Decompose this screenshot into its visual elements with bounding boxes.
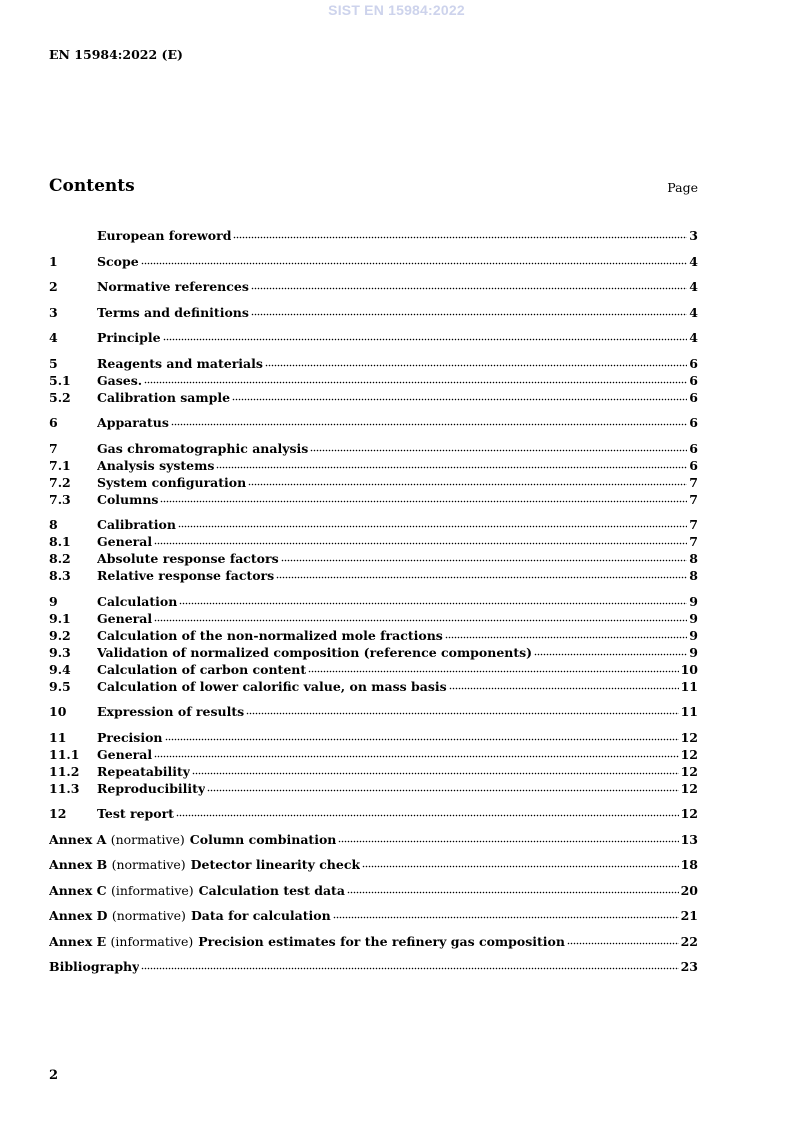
toc-dot-leader: [192, 762, 679, 776]
annex-label: Annex A: [49, 831, 107, 847]
toc-entry[interactable]: [49, 277, 698, 294]
toc-entry-title: Calibration sample: [97, 389, 231, 405]
toc-entry-number: 11.1: [49, 746, 80, 762]
toc-entry-page: 6: [689, 440, 698, 456]
toc-entry-page: 12: [680, 729, 698, 745]
toc-dot-leader: [333, 906, 679, 920]
toc-entry-title: General: [97, 534, 153, 549]
toc-entry-page: 22: [680, 933, 698, 949]
toc-entry-title: Reagents and materials: [97, 355, 263, 371]
toc-dot-leader: [141, 957, 678, 971]
toc-entry-title: Relative response factors: [97, 568, 275, 583]
annex-label: Annex E: [49, 933, 107, 949]
toc-entry[interactable]: [49, 303, 698, 320]
toc-entry[interactable]: [49, 515, 698, 532]
toc-dot-leader: [338, 830, 678, 844]
toc-dot-leader: [163, 328, 688, 342]
toc-entry-title: Calculation of carbon content: [97, 661, 307, 677]
toc-entry-page: 6: [689, 355, 698, 371]
toc-entry-number: 9.4: [49, 661, 71, 677]
toc-dot-leader: [165, 728, 679, 742]
toc-dot-leader: [276, 566, 687, 580]
toc-entry-title: Absolute response factors: [97, 551, 279, 566]
annex-type: (informative): [110, 882, 194, 898]
toc-entry-page: 11: [680, 704, 698, 719]
toc-entry-title: Calculation of the non-normalized mole fractions: [97, 627, 443, 643]
toc-annex-entry[interactable]: [49, 855, 698, 872]
toc-dot-leader: [449, 677, 679, 691]
toc-dot-leader: [251, 303, 687, 317]
toc-entry-page: 6: [689, 457, 698, 473]
toc-entry[interactable]: [49, 643, 698, 660]
toc-dot-leader: [233, 226, 687, 240]
toc-entry-page: 3: [689, 228, 698, 243]
toc-annex-heading: [49, 908, 331, 923]
toc-entry-title: Precision: [97, 729, 163, 745]
toc-entry-number: 11: [49, 729, 67, 745]
toc-dot-leader: [179, 592, 687, 606]
toc-dot-leader: [154, 609, 687, 623]
annex-type: (normative): [111, 908, 186, 923]
toc-entry[interactable]: [49, 473, 698, 490]
annex-title: Detector linearity check: [190, 857, 361, 872]
toc-entry-page: 9: [689, 593, 698, 609]
toc-entry-number: 1: [49, 253, 58, 269]
toc-annex-heading: [49, 883, 345, 898]
toc-entry-title: Principle: [97, 330, 161, 345]
toc-entry-page: 4: [689, 253, 698, 269]
toc-entry[interactable]: [49, 677, 698, 694]
toc-entry-number: 7: [49, 440, 58, 456]
toc-entry-number: 4: [49, 330, 58, 345]
toc-entry[interactable]: [49, 439, 698, 456]
page-column-label: Page: [667, 180, 698, 195]
toc-annex-entry[interactable]: [49, 906, 698, 923]
toc-entry-title: Columns: [97, 491, 159, 507]
toc-entry-page: 4: [689, 304, 698, 320]
toc-entry-page: 12: [680, 763, 698, 779]
annex-type: (normative): [111, 857, 186, 872]
toc-entry-number: 9.5: [49, 678, 71, 694]
toc-entry-page: 23: [680, 959, 698, 974]
toc-entry-title: Test report: [97, 806, 174, 821]
toc-entry-page: 20: [680, 882, 698, 898]
toc-entry[interactable]: [49, 549, 698, 566]
toc-dot-leader: [308, 660, 678, 674]
annex-title: Precision estimates for the refinery gas composition: [198, 933, 565, 949]
toc-dot-leader: [362, 855, 678, 869]
toc-entry-title: General: [97, 746, 153, 762]
toc-entry-page: 9: [689, 610, 698, 626]
toc-entry[interactable]: [49, 490, 698, 507]
toc-bibliography-entry[interactable]: [49, 957, 698, 974]
toc-entry-title: Analysis systems: [97, 457, 215, 473]
toc-entry-number: 6: [49, 415, 58, 430]
toc-dot-leader: [171, 413, 687, 427]
annex-title: Calculation test data: [198, 882, 345, 898]
toc-entry[interactable]: [49, 388, 698, 405]
toc-entry-title: Bibliography: [49, 959, 140, 974]
toc-annex-heading: [49, 832, 336, 847]
annex-title: Data for calculation: [190, 908, 331, 923]
annex-title: Column combination: [189, 831, 337, 847]
toc-entry-title: Calculation of lower calorific value, on mass basis: [97, 678, 447, 694]
annex-label: Annex C: [49, 882, 107, 898]
contents-title: Contents: [49, 176, 135, 196]
annex-type: (informative): [110, 933, 194, 949]
toc-entry-page: 6: [689, 389, 698, 405]
toc-entry[interactable]: [49, 252, 698, 269]
toc-entry[interactable]: [49, 566, 698, 583]
toc-entry-number: 9.2: [49, 627, 71, 643]
toc-dot-leader: [310, 439, 687, 453]
toc-entry-title: Terms and definitions: [97, 304, 249, 320]
toc-annex-entry[interactable]: [49, 932, 698, 949]
toc-entry[interactable]: [49, 804, 698, 821]
toc-entry[interactable]: [49, 532, 698, 549]
toc-entry-title: Scope: [97, 253, 139, 269]
annex-label: Annex D: [49, 908, 108, 923]
toc-entry-title: Validation of normalized composition (reference components): [97, 644, 533, 660]
toc-entry[interactable]: [49, 456, 698, 473]
document-id: EN 15984:2022 (E): [49, 47, 183, 62]
toc-dot-leader: [232, 388, 687, 402]
toc-entry-number: 5.2: [49, 389, 71, 405]
toc-entry-page: 12: [680, 746, 698, 762]
toc-entry-title: Gas chromatographic analysis: [97, 440, 309, 456]
page-number: 2: [49, 1068, 59, 1083]
toc-entry-page: 8: [689, 568, 698, 583]
toc-entry-title: European foreword: [97, 228, 232, 243]
toc-entry[interactable]: [49, 354, 698, 371]
toc-entry-title: Apparatus: [97, 415, 169, 430]
toc-entry-page: 4: [689, 279, 698, 294]
toc-dot-leader: [445, 626, 687, 640]
toc-dot-leader: [347, 881, 679, 895]
toc-entry[interactable]: [49, 745, 698, 762]
toc-entry[interactable]: [49, 328, 698, 345]
toc-entry-title: Calibration: [97, 517, 176, 532]
toc-entry-page: 7: [689, 534, 698, 549]
toc-entry-page: 18: [680, 857, 698, 872]
toc-entry-title: Calculation: [97, 593, 178, 609]
toc-entry-number: 9.3: [49, 644, 71, 660]
toc-dot-leader: [144, 371, 687, 385]
toc-entry[interactable]: [49, 702, 698, 719]
toc-entry-number: 8.2: [49, 551, 71, 566]
toc-entry[interactable]: [49, 413, 698, 430]
toc-entry[interactable]: [49, 626, 698, 643]
toc-entry-page: 7: [689, 474, 698, 490]
toc-entry-page: 7: [689, 491, 698, 507]
toc-dot-leader: [160, 490, 687, 504]
toc-entry-number: 3: [49, 304, 58, 320]
toc-dot-leader: [154, 745, 678, 759]
toc-dot-leader: [141, 252, 688, 266]
toc-dot-leader: [534, 643, 687, 657]
toc-entry-page: 10: [680, 661, 698, 677]
toc-entry-page: 4: [689, 330, 698, 345]
toc-dot-leader: [248, 473, 687, 487]
toc-dot-leader: [154, 532, 687, 546]
toc-dot-leader: [216, 456, 687, 470]
toc-entry-number: 12: [49, 806, 67, 821]
toc-entry-number: 8.3: [49, 568, 71, 583]
toc-entry-title: Reproducibility: [97, 780, 206, 796]
toc-dot-leader: [281, 549, 688, 563]
toc-annex-heading: [49, 857, 360, 872]
toc-entry-number: 11.2: [49, 763, 80, 779]
toc-entry-page: 9: [689, 644, 698, 660]
toc-entry[interactable]: [49, 660, 698, 677]
toc-dot-leader: [207, 779, 678, 793]
toc-entry-page: 13: [680, 831, 698, 847]
annex-label: Annex B: [49, 857, 108, 872]
toc-entry[interactable]: [49, 762, 698, 779]
toc-entry-page: 11: [680, 678, 698, 694]
watermark: SIST EN 15984:2022: [328, 2, 465, 18]
toc-entry-number: 8: [49, 517, 58, 532]
toc-entry[interactable]: [49, 226, 698, 243]
toc-entry-number: 8.1: [49, 534, 71, 549]
toc-entry-number: 10: [49, 704, 67, 719]
toc-entry-page: 12: [680, 806, 698, 821]
table-of-contents: [49, 226, 698, 974]
toc-entry[interactable]: [49, 371, 698, 388]
toc-entry-title: Normative references: [97, 279, 249, 294]
toc-entry-number: 9: [49, 593, 58, 609]
toc-annex-entry[interactable]: [49, 830, 698, 847]
toc-dot-leader: [567, 932, 679, 946]
toc-entry-number: 7.1: [49, 457, 71, 473]
toc-annex-entry[interactable]: [49, 881, 698, 898]
toc-entry-number: 11.3: [49, 780, 80, 796]
toc-dot-leader: [246, 702, 678, 716]
toc-entry-title: Expression of results: [97, 704, 245, 719]
toc-entry-page: 21: [680, 908, 698, 923]
toc-entry-number: 2: [49, 279, 58, 294]
toc-entry-title: Repeatability: [97, 763, 191, 779]
toc-entry[interactable]: [49, 728, 698, 745]
toc-entry-page: 7: [689, 517, 698, 532]
toc-dot-leader: [176, 804, 679, 818]
toc-dot-leader: [265, 354, 687, 368]
toc-entry-page: 8: [689, 551, 698, 566]
toc-entry-page: 9: [689, 627, 698, 643]
toc-entry-title: General: [97, 610, 153, 626]
toc-entry-page: 12: [680, 780, 698, 796]
toc-entry-title: Gases.: [97, 372, 143, 388]
toc-entry-number: 5.1: [49, 372, 71, 388]
toc-dot-leader: [178, 515, 687, 529]
toc-entry[interactable]: [49, 779, 698, 796]
annex-type: (normative): [110, 831, 185, 847]
toc-entry-number: 7.2: [49, 474, 71, 490]
toc-annex-heading: [49, 934, 565, 949]
toc-dot-leader: [251, 277, 687, 291]
toc-entry-number: 5: [49, 355, 58, 371]
toc-entry-page: 6: [689, 415, 698, 430]
toc-entry[interactable]: [49, 609, 698, 626]
toc-entry-number: 9.1: [49, 610, 71, 626]
toc-entry-title: System configuration: [97, 474, 247, 490]
toc-entry-page: 6: [689, 372, 698, 388]
toc-entry[interactable]: [49, 592, 698, 609]
toc-entry-number: 7.3: [49, 491, 71, 507]
